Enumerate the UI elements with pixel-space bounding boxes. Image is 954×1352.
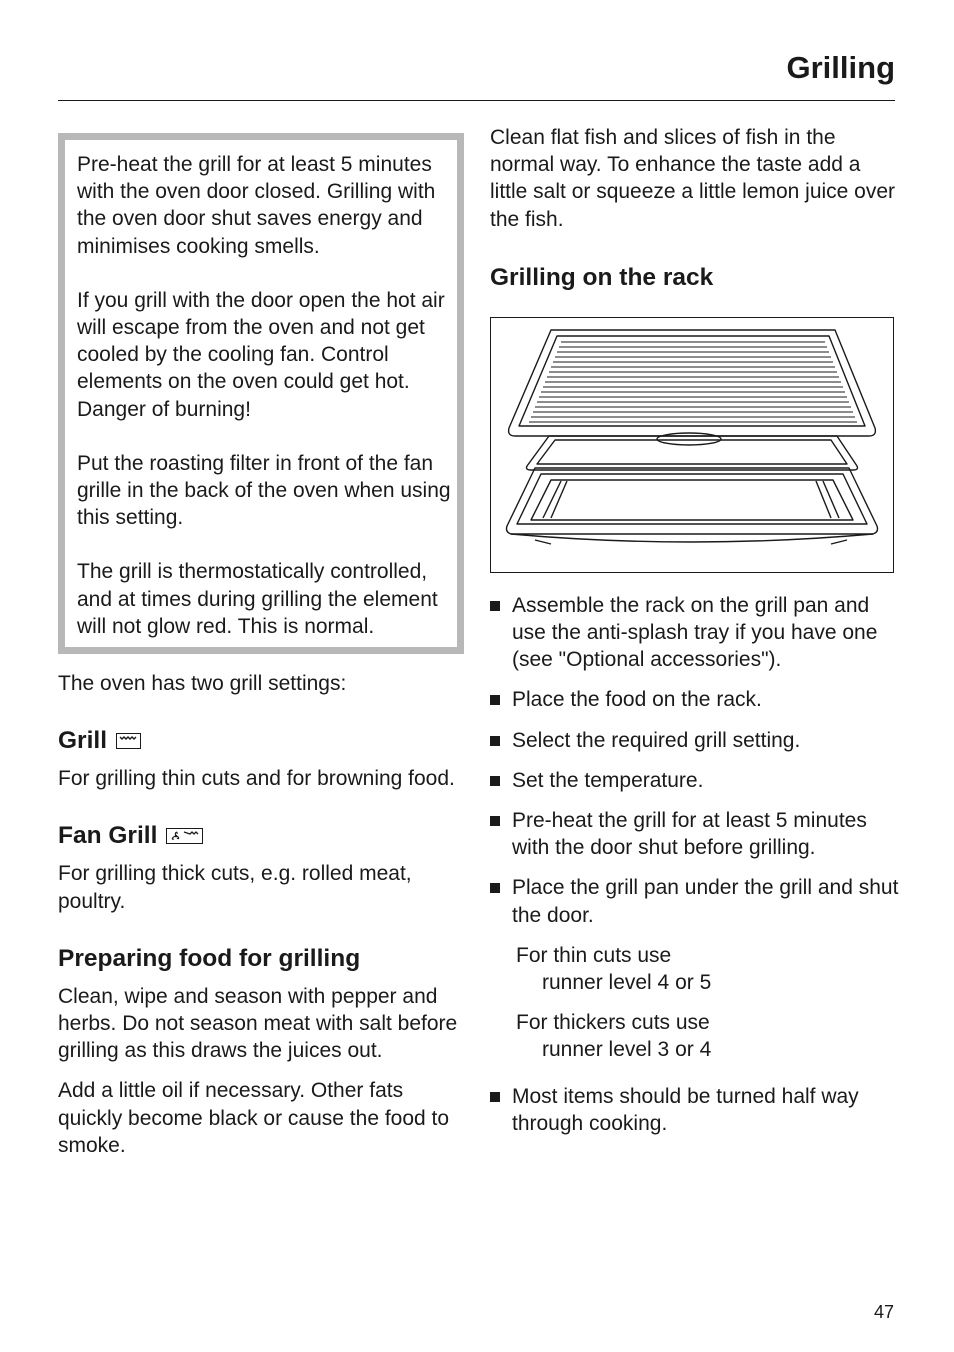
bullet-icon [490,695,500,705]
rack-bars [529,342,857,422]
warning-paragraph: The grill is thermostatically controlled, and at times during grilling the element will not glow red. This is normal. [77,560,438,638]
grill-rack-illustration [490,317,894,573]
grill-heading [58,726,464,756]
warning-paragraph: Pre-heat the grill for at least 5 minutes with the oven door closed. Grilling with the oven door shut saves energy and minimises cooking smells. [77,153,436,258]
bullet-icon [490,776,500,786]
runner-level-value: runner level 3 or 4 [542,1038,712,1062]
bullet-icon [490,883,500,893]
fish-paragraph: Clean flat fish and slices of fish in the normal way. To enhance the taste add a little salt or squeeze a little lemon juice over the fish. [490,126,896,231]
rack-final-step-list [490,1083,900,1137]
bullet-icon [490,601,500,611]
list-item: Most items should be turned half way through cooking. [490,1083,900,1137]
bullet-icon [490,736,500,746]
warning-paragraph: If you grill with the door open the hot air will escape from the oven and not get cooled by the cooling fan. Control elements on the oven could get hot. Danger of burning! [77,288,445,421]
grill-description: For grilling thin cuts and for browning food. [58,767,455,791]
preparing-paragraph: Add a little oil if necessary. Other fats quickly become black or cause the food to smoke. [58,1079,450,1157]
grill-settings-intro: The oven has two grill settings: [58,672,347,696]
list-item: Assemble the rack on the grill pan and use the anti-splash tray if you have one (see "Optional accessories"). [490,592,900,674]
page-number: 47 [873,1302,894,1322]
fan-grill-heading-text: Fan Grill [58,822,158,850]
rack-steps-list [490,592,900,929]
preparing-heading: Preparing food for grilling [58,944,361,972]
fan-grill-symbol-icon [166,828,203,844]
fan-grill-description: For grilling thick cuts, e.g. rolled meat, poultry. [58,862,412,913]
page-title: Grilling [786,50,895,85]
header-divider [58,100,895,101]
runner-level-label: For thin cuts use [516,943,672,967]
grill-heading-text: Grill [58,727,108,755]
runner-level-thick [490,1009,900,1063]
grill-symbol-icon [116,733,141,749]
rack-heading: Grilling on the rack [490,263,714,291]
fan-grill-heading [58,821,464,851]
bullet-icon [490,816,500,826]
left-column [58,133,464,1159]
preparing-paragraph: Clean, wipe and season with pepper and herbs. Do not season meat with salt before grilling as this draws the juices out. [58,984,458,1063]
runner-level-value: runner level 4 or 5 [542,971,712,995]
warning-box [58,133,464,654]
runner-level-thin [490,942,900,996]
right-column [490,124,900,1137]
list-item: Select the required grill setting. [490,727,900,754]
list-item: Place the grill pan under the grill and shut the door. [490,874,900,928]
warning-paragraph: Put the roasting filter in front of the fan grille in the back of the oven when using this setting. [77,451,451,530]
list-item: Pre-heat the grill for at least 5 minutes with the door shut before grilling. [490,807,900,861]
runner-level-label: For thickers cuts use [516,1011,710,1035]
list-item: Place the food on the rack. [490,686,900,713]
list-item: Set the temperature. [490,767,900,794]
bullet-icon [490,1092,500,1102]
grill-rack-drawing [491,318,892,571]
